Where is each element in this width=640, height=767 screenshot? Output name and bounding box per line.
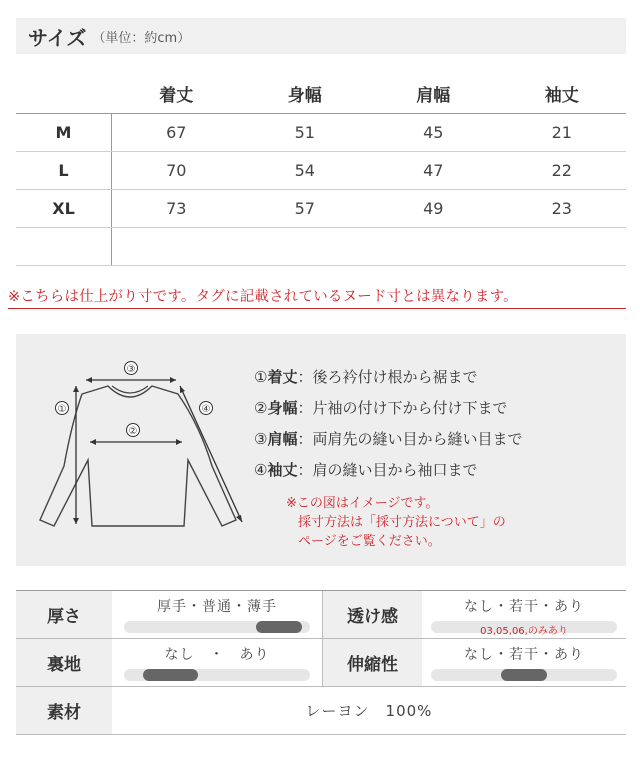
marker-1: ① (57, 404, 67, 415)
spec-label-sheerness: 透け感 (322, 591, 422, 638)
size-label: M (16, 114, 112, 151)
table-cell: 73 (166, 199, 187, 218)
table-cell: 51 (294, 123, 315, 142)
table-cell: 21 (551, 123, 572, 142)
spec-row (16, 639, 626, 687)
spec-value-lining: なし ・ あり (112, 639, 322, 686)
table-cell: 47 (423, 161, 444, 180)
lining-bar (124, 669, 310, 681)
shirt-diagram (30, 356, 250, 546)
size-title-bar (16, 18, 626, 54)
measurement-definitions (254, 366, 522, 490)
column-header: 身幅 (287, 86, 322, 106)
table-cell: 23 (551, 199, 572, 218)
size-table-header (16, 74, 626, 114)
spec-table (16, 590, 626, 735)
finished-size-notice: ※こちらは仕上がり寸です。タグに記載されているヌード寸とは異なります。 (8, 289, 518, 305)
definition-shoulder: ③肩幅：両肩先の縫い目から縫い目まで (254, 430, 523, 448)
shirt-neckline (112, 386, 148, 393)
table-cell: 54 (294, 161, 315, 180)
marker-3: ③ (126, 364, 136, 375)
table-cell: 70 (166, 161, 187, 180)
table-row (16, 152, 626, 190)
spec-row (16, 591, 626, 639)
spec-label-thickness: 厚さ (16, 591, 112, 638)
size-label: L (16, 152, 112, 189)
spec-label-lining: 裏地 (16, 639, 112, 686)
size-table (16, 74, 626, 266)
stretch-bar (431, 669, 617, 681)
spec-value-stretch: なし・若干・あり (422, 639, 626, 686)
table-cell: 49 (423, 199, 444, 218)
table-row (16, 114, 626, 152)
size-title: サイズ (28, 25, 87, 50)
sheerness-note: 03,05,06,のみあり (480, 626, 568, 637)
definition-length: ①着丈：後ろ衿付け根から裾まで (254, 368, 478, 386)
table-row-empty (16, 228, 626, 266)
measurement-guide (16, 334, 626, 566)
sheerness-bar (431, 621, 617, 637)
column-header: 着丈 (159, 86, 194, 106)
table-cell: 67 (166, 123, 187, 142)
spec-value-thickness: 厚手・普通・薄手 (112, 591, 322, 638)
spec-value-material: レーヨン 100% (305, 702, 433, 720)
notice-underline (8, 308, 626, 309)
spec-label-stretch: 伸縮性 (322, 639, 422, 686)
thickness-bar (124, 621, 310, 633)
definition-width: ②身幅：片袖の付け下から付け下まで (254, 399, 508, 417)
spec-row (16, 687, 626, 735)
table-cell: 45 (423, 123, 444, 142)
definition-sleeve: ④袖丈：肩の縫い目から袖口まで (254, 461, 478, 479)
marker-4: ④ (201, 404, 211, 415)
lining-level (143, 669, 199, 681)
spec-label-material: 素材 (16, 687, 112, 734)
diagram-note: ※この図はイメージです。 採寸方法は「採寸方法について」の ページをご覧ください。 (286, 496, 506, 549)
thickness-level (256, 621, 302, 633)
size-label: XL (16, 190, 112, 227)
table-cell: 22 (551, 161, 572, 180)
table-cell: 57 (294, 199, 315, 218)
column-header: 肩幅 (416, 86, 451, 106)
size-unit: （単位：約cm） (92, 30, 191, 46)
stretch-level (501, 669, 547, 681)
table-row (16, 190, 626, 228)
spec-value-sheerness: なし・若干・あり 03,05,06,のみあり (422, 591, 626, 638)
marker-2: ② (128, 426, 138, 437)
column-header: 袖丈 (544, 86, 579, 106)
